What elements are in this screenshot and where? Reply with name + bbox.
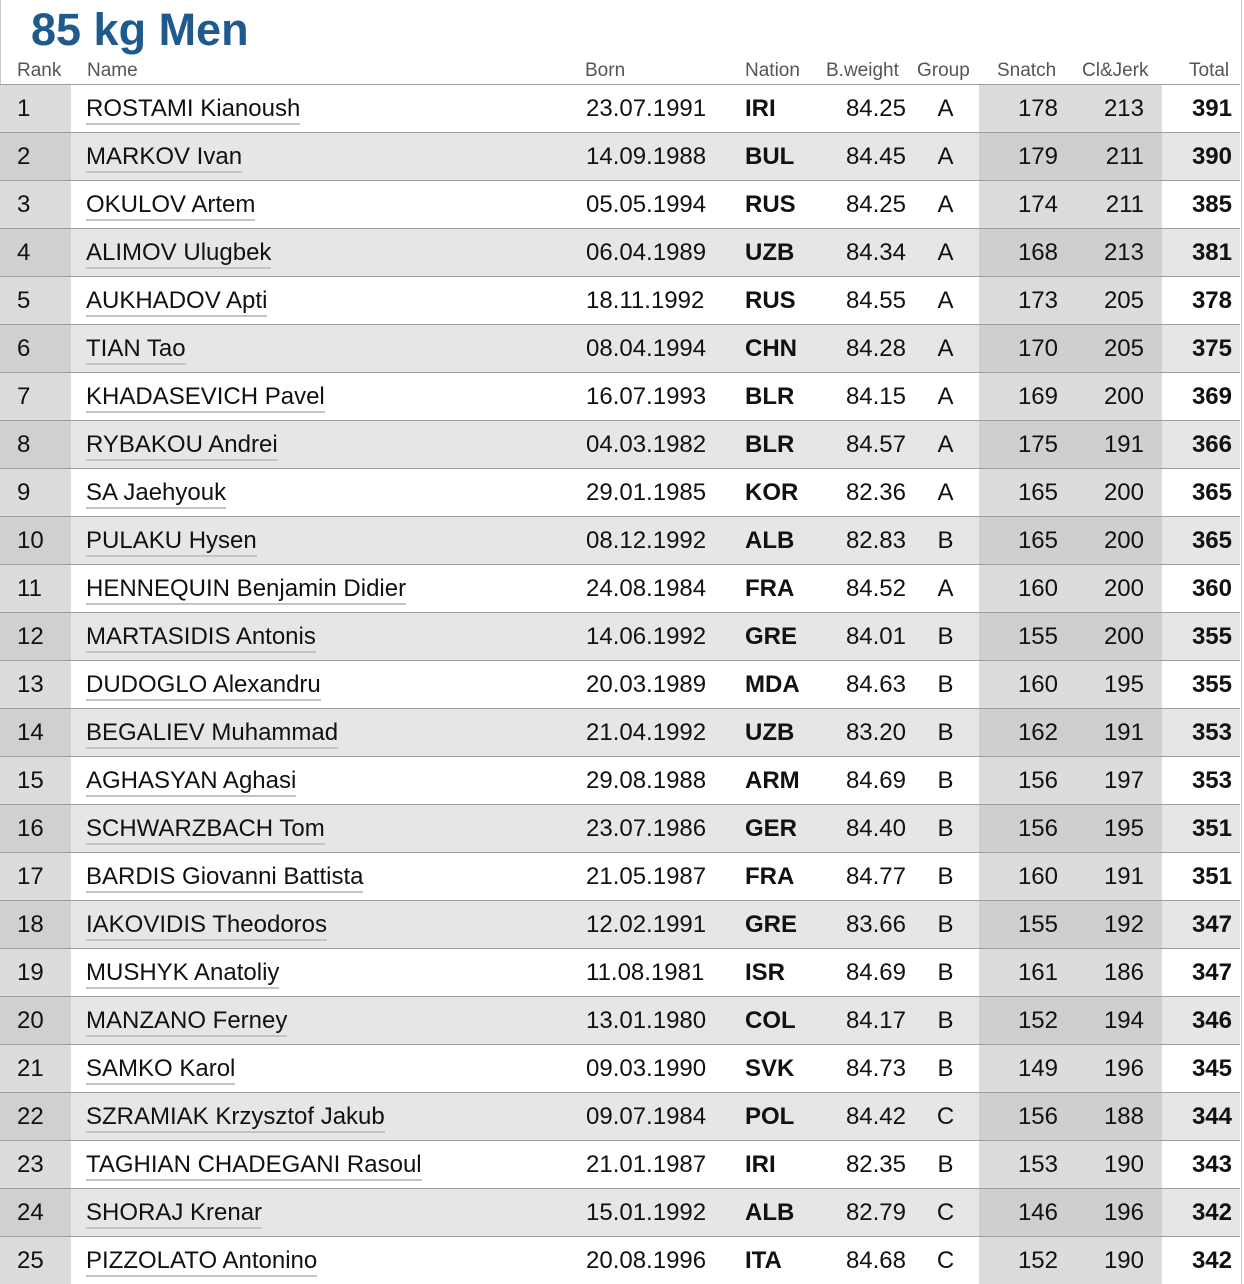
athlete-name (71, 1189, 586, 1237)
body-weight: 84.69 (825, 949, 912, 997)
rank-cell: 18 (0, 901, 71, 949)
total-result: 351 (1162, 853, 1240, 901)
athlete-link[interactable]: OKULOV Artem (86, 191, 255, 221)
table-row (0, 1093, 1240, 1141)
nation-code: BLR (745, 373, 825, 421)
total-result: 381 (1162, 229, 1240, 277)
table-row (0, 181, 1240, 229)
athlete-name (71, 853, 586, 901)
rank-cell: 21 (0, 1045, 71, 1093)
body-weight: 84.40 (825, 805, 912, 853)
born-date: 23.07.1986 (586, 805, 745, 853)
born-date: 21.05.1987 (586, 853, 745, 901)
group-letter: B (912, 997, 979, 1045)
clean-jerk-result: 205 (1068, 277, 1162, 325)
born-date: 21.01.1987 (586, 1141, 745, 1189)
group-letter: B (912, 805, 979, 853)
body-weight: 84.28 (825, 325, 912, 373)
total-result: 391 (1162, 85, 1240, 133)
snatch-result: 152 (979, 997, 1068, 1045)
table-row (0, 997, 1240, 1045)
athlete-name (71, 1141, 586, 1189)
rank-cell: 11 (0, 565, 71, 613)
group-letter: B (912, 1141, 979, 1189)
athlete-name (71, 949, 586, 997)
snatch-result: 161 (979, 949, 1068, 997)
nation-code: ISR (745, 949, 825, 997)
snatch-result: 169 (979, 373, 1068, 421)
body-weight: 84.55 (825, 277, 912, 325)
table-row (0, 757, 1240, 805)
table-row (0, 613, 1240, 661)
body-weight: 82.79 (825, 1189, 912, 1237)
athlete-link[interactable]: SA Jaehyouk (86, 479, 226, 509)
body-weight: 84.34 (825, 229, 912, 277)
athlete-name (71, 469, 586, 517)
nation-code: CHN (745, 325, 825, 373)
body-weight: 84.17 (825, 997, 912, 1045)
rank-cell: 14 (0, 709, 71, 757)
clean-jerk-result: 191 (1068, 421, 1162, 469)
snatch-result: 160 (979, 853, 1068, 901)
born-date: 14.06.1992 (586, 613, 745, 661)
total-result: 344 (1162, 1093, 1240, 1141)
body-weight: 84.77 (825, 853, 912, 901)
body-weight: 84.57 (825, 421, 912, 469)
athlete-link[interactable]: MANZANO Ferney (86, 1007, 287, 1037)
clean-jerk-result: 200 (1068, 517, 1162, 565)
athlete-link[interactable]: PULAKU Hysen (86, 527, 257, 557)
nation-code: GRE (745, 901, 825, 949)
body-weight: 84.63 (825, 661, 912, 709)
group-letter: A (912, 181, 979, 229)
snatch-result: 156 (979, 1093, 1068, 1141)
athlete-name (71, 757, 586, 805)
clean-jerk-result: 200 (1068, 373, 1162, 421)
born-date: 14.09.1988 (586, 133, 745, 181)
rank-cell: 7 (0, 373, 71, 421)
table-row (0, 469, 1240, 517)
nation-code: POL (745, 1093, 825, 1141)
born-date: 18.11.1992 (586, 277, 745, 325)
born-date: 15.01.1992 (586, 1189, 745, 1237)
total-result: 351 (1162, 805, 1240, 853)
group-letter: B (912, 613, 979, 661)
athlete-link[interactable]: SAMKO Karol (86, 1055, 235, 1085)
snatch-result: 175 (979, 421, 1068, 469)
group-letter: B (912, 853, 979, 901)
nation-code: BUL (745, 133, 825, 181)
table-row (0, 709, 1240, 757)
table-row (0, 901, 1240, 949)
total-result: 353 (1162, 709, 1240, 757)
rank-cell: 22 (0, 1093, 71, 1141)
clean-jerk-result: 200 (1068, 469, 1162, 517)
clean-jerk-result: 188 (1068, 1093, 1162, 1141)
snatch-result: 160 (979, 661, 1068, 709)
clean-jerk-result: 191 (1068, 853, 1162, 901)
snatch-result: 149 (979, 1045, 1068, 1093)
nation-code: FRA (745, 853, 825, 901)
nation-code: UZB (745, 709, 825, 757)
body-weight: 84.25 (825, 85, 912, 133)
born-date: 29.08.1988 (586, 757, 745, 805)
table-row (0, 229, 1240, 277)
group-letter: C (912, 1093, 979, 1141)
athlete-name (71, 373, 586, 421)
rank-cell: 17 (0, 853, 71, 901)
group-letter: B (912, 517, 979, 565)
clean-jerk-result: 190 (1068, 1141, 1162, 1189)
table-header (0, 58, 1242, 84)
athlete-name (71, 325, 586, 373)
rank-cell: 5 (0, 277, 71, 325)
total-result: 353 (1162, 757, 1240, 805)
table-row (0, 133, 1240, 181)
snatch-result: 165 (979, 469, 1068, 517)
born-date: 04.03.1982 (586, 421, 745, 469)
athlete-name (71, 901, 586, 949)
athlete-name (71, 181, 586, 229)
group-letter: B (912, 1045, 979, 1093)
born-date: 21.04.1992 (586, 709, 745, 757)
header-total[interactable]: Total (1189, 60, 1230, 81)
snatch-result: 152 (979, 1237, 1068, 1284)
total-result: 375 (1162, 325, 1240, 373)
table-row (0, 661, 1240, 709)
table-row (0, 1189, 1240, 1237)
total-result: 366 (1162, 421, 1240, 469)
body-weight: 84.68 (825, 1237, 912, 1284)
group-letter: A (912, 229, 979, 277)
clean-jerk-result: 194 (1068, 997, 1162, 1045)
nation-code: IRI (745, 1141, 825, 1189)
total-result: 345 (1162, 1045, 1240, 1093)
athlete-link[interactable]: DUDOGLO Alexandru (86, 671, 321, 701)
nation-code: RUS (745, 277, 825, 325)
athlete-link[interactable]: KHADASEVICH Pavel (86, 383, 325, 413)
athlete-name (71, 1045, 586, 1093)
header-nation[interactable]: Nation (745, 60, 800, 81)
born-date: 09.03.1990 (586, 1045, 745, 1093)
nation-code: IRI (745, 85, 825, 133)
rank-cell: 9 (0, 469, 71, 517)
born-date: 08.12.1992 (586, 517, 745, 565)
rank-cell: 25 (0, 1237, 71, 1284)
athlete-link[interactable]: SCHWARZBACH Tom (86, 815, 325, 845)
athlete-link[interactable]: SHORAJ Krenar (86, 1199, 262, 1229)
body-weight: 82.83 (825, 517, 912, 565)
nation-code: RUS (745, 181, 825, 229)
clean-jerk-result: 192 (1068, 901, 1162, 949)
clean-jerk-result: 186 (1068, 949, 1162, 997)
clean-jerk-result: 195 (1068, 805, 1162, 853)
body-weight: 84.52 (825, 565, 912, 613)
athlete-name (71, 661, 586, 709)
header-born[interactable]: Born (585, 60, 626, 81)
table-row (0, 1141, 1240, 1189)
header-bweight[interactable]: B.weight (826, 60, 899, 81)
nation-code: FRA (745, 565, 825, 613)
group-letter: B (912, 757, 979, 805)
athlete-name (71, 1237, 586, 1284)
snatch-result: 156 (979, 757, 1068, 805)
athlete-link[interactable]: AGHASYAN Aghasi (86, 767, 296, 797)
rank-cell: 20 (0, 997, 71, 1045)
athlete-link[interactable]: TIAN Tao (86, 335, 186, 365)
athlete-name (71, 421, 586, 469)
header-snatch[interactable]: Snatch (997, 60, 1057, 81)
clean-jerk-result: 211 (1068, 133, 1162, 181)
rank-cell: 15 (0, 757, 71, 805)
athlete-link[interactable]: RYBAKOU Andrei (86, 431, 278, 461)
born-date: 23.07.1991 (586, 85, 745, 133)
snatch-result: 174 (979, 181, 1068, 229)
born-date: 13.01.1980 (586, 997, 745, 1045)
group-letter: A (912, 469, 979, 517)
clean-jerk-result: 200 (1068, 613, 1162, 661)
clean-jerk-result: 213 (1068, 229, 1162, 277)
body-weight: 82.35 (825, 1141, 912, 1189)
nation-code: SVK (745, 1045, 825, 1093)
rank-cell: 23 (0, 1141, 71, 1189)
snatch-result: 179 (979, 133, 1068, 181)
clean-jerk-result: 200 (1068, 565, 1162, 613)
snatch-result: 165 (979, 517, 1068, 565)
snatch-result: 178 (979, 85, 1068, 133)
snatch-result: 146 (979, 1189, 1068, 1237)
born-date: 29.01.1985 (586, 469, 745, 517)
rank-cell: 12 (0, 613, 71, 661)
total-result: 365 (1162, 469, 1240, 517)
body-weight: 84.45 (825, 133, 912, 181)
snatch-result: 156 (979, 805, 1068, 853)
body-weight: 84.15 (825, 373, 912, 421)
nation-code: ALB (745, 517, 825, 565)
rank-cell: 16 (0, 805, 71, 853)
athlete-name (71, 709, 586, 757)
rank-cell: 2 (0, 133, 71, 181)
athlete-name (71, 133, 586, 181)
table-row (0, 373, 1240, 421)
group-letter: C (912, 1189, 979, 1237)
group-letter: A (912, 325, 979, 373)
clean-jerk-result: 196 (1068, 1189, 1162, 1237)
body-weight: 84.25 (825, 181, 912, 229)
nation-code: KOR (745, 469, 825, 517)
total-result: 347 (1162, 901, 1240, 949)
page-title: 85 kg Men (31, 4, 249, 55)
nation-code: COL (745, 997, 825, 1045)
athlete-link[interactable]: TAGHIAN CHADEGANI Rasoul (86, 1151, 422, 1181)
born-date: 05.05.1994 (586, 181, 745, 229)
rank-cell: 6 (0, 325, 71, 373)
born-date: 16.07.1993 (586, 373, 745, 421)
body-weight: 84.01 (825, 613, 912, 661)
born-date: 06.04.1989 (586, 229, 745, 277)
clean-jerk-result: 211 (1068, 181, 1162, 229)
athlete-link[interactable]: HENNEQUIN Benjamin Didier (86, 575, 406, 605)
athlete-link[interactable]: IAKOVIDIS Theodoros (86, 911, 327, 941)
total-result: 343 (1162, 1141, 1240, 1189)
born-date: 12.02.1991 (586, 901, 745, 949)
born-date: 08.04.1994 (586, 325, 745, 373)
nation-code: UZB (745, 229, 825, 277)
total-result: 369 (1162, 373, 1240, 421)
born-date: 11.08.1981 (586, 949, 745, 997)
athlete-link[interactable]: ROSTAMI Kianoush (86, 95, 300, 125)
table-row (0, 853, 1240, 901)
body-weight: 84.42 (825, 1093, 912, 1141)
group-letter: B (912, 661, 979, 709)
total-result: 378 (1162, 277, 1240, 325)
header-name[interactable]: Name (87, 60, 138, 81)
athlete-link[interactable]: AUKHADOV Apti (86, 287, 267, 317)
rank-cell: 10 (0, 517, 71, 565)
group-letter: C (912, 1237, 979, 1284)
athlete-name (71, 229, 586, 277)
athlete-link[interactable]: MUSHYK Anatoliy (86, 959, 279, 989)
body-weight: 84.69 (825, 757, 912, 805)
group-letter: A (912, 421, 979, 469)
snatch-result: 173 (979, 277, 1068, 325)
clean-jerk-result: 205 (1068, 325, 1162, 373)
body-weight: 83.66 (825, 901, 912, 949)
body-weight: 84.73 (825, 1045, 912, 1093)
athlete-link[interactable]: BARDIS Giovanni Battista (86, 863, 363, 893)
group-letter: A (912, 373, 979, 421)
table-row (0, 565, 1240, 613)
header-group[interactable]: Group (917, 60, 970, 81)
body-weight: 83.20 (825, 709, 912, 757)
group-letter: A (912, 85, 979, 133)
rank-cell: 24 (0, 1189, 71, 1237)
total-result: 346 (1162, 997, 1240, 1045)
nation-code: GRE (745, 613, 825, 661)
table-row (0, 805, 1240, 853)
athlete-link[interactable]: BEGALIEV Muhammad (86, 719, 338, 749)
table-row (0, 1237, 1240, 1284)
rank-cell: 1 (0, 85, 71, 133)
header-rank[interactable]: Rank (17, 60, 62, 81)
group-letter: B (912, 709, 979, 757)
total-result: 385 (1162, 181, 1240, 229)
table-row (0, 1045, 1240, 1093)
nation-code: MDA (745, 661, 825, 709)
born-date: 20.03.1989 (586, 661, 745, 709)
total-result: 365 (1162, 517, 1240, 565)
snatch-result: 155 (979, 613, 1068, 661)
group-letter: B (912, 901, 979, 949)
group-letter: B (912, 949, 979, 997)
rank-cell: 19 (0, 949, 71, 997)
total-result: 360 (1162, 565, 1240, 613)
athlete-link[interactable]: ALIMOV Ulugbek (86, 239, 271, 269)
nation-code: BLR (745, 421, 825, 469)
clean-jerk-result: 190 (1068, 1237, 1162, 1284)
total-result: 390 (1162, 133, 1240, 181)
athlete-name (71, 565, 586, 613)
clean-jerk-result: 213 (1068, 85, 1162, 133)
snatch-result: 162 (979, 709, 1068, 757)
athlete-name (71, 1093, 586, 1141)
header-cljerk[interactable]: Cl&Jerk (1082, 60, 1149, 81)
born-date: 20.08.1996 (586, 1237, 745, 1284)
nation-code: ALB (745, 1189, 825, 1237)
total-result: 355 (1162, 613, 1240, 661)
body-weight: 82.36 (825, 469, 912, 517)
rank-cell: 3 (0, 181, 71, 229)
total-result: 347 (1162, 949, 1240, 997)
clean-jerk-result: 191 (1068, 709, 1162, 757)
results-table (0, 84, 1240, 1284)
snatch-result: 170 (979, 325, 1068, 373)
athlete-name (71, 805, 586, 853)
snatch-result: 155 (979, 901, 1068, 949)
results-table-body (0, 85, 1240, 1284)
athlete-name (71, 517, 586, 565)
group-letter: A (912, 565, 979, 613)
snatch-result: 160 (979, 565, 1068, 613)
athlete-link[interactable]: MARKOV Ivan (86, 143, 242, 173)
snatch-result: 153 (979, 1141, 1068, 1189)
athlete-name (71, 997, 586, 1045)
table-row (0, 949, 1240, 997)
born-date: 09.07.1984 (586, 1093, 745, 1141)
born-date: 24.08.1984 (586, 565, 745, 613)
rank-cell: 4 (0, 229, 71, 277)
clean-jerk-result: 195 (1068, 661, 1162, 709)
athlete-link[interactable]: MARTASIDIS Antonis (86, 623, 316, 653)
athlete-link[interactable]: PIZZOLATO Antonino (86, 1247, 317, 1277)
group-letter: A (912, 277, 979, 325)
snatch-result: 168 (979, 229, 1068, 277)
nation-code: GER (745, 805, 825, 853)
group-letter: A (912, 133, 979, 181)
athlete-name (71, 277, 586, 325)
athlete-link[interactable]: SZRAMIAK Krzysztof Jakub (86, 1103, 385, 1133)
table-row (0, 325, 1240, 373)
athlete-name (71, 613, 586, 661)
clean-jerk-result: 197 (1068, 757, 1162, 805)
nation-code: ARM (745, 757, 825, 805)
total-result: 342 (1162, 1189, 1240, 1237)
rank-cell: 13 (0, 661, 71, 709)
total-result: 355 (1162, 661, 1240, 709)
nation-code: ITA (745, 1237, 825, 1284)
athlete-name (71, 85, 586, 133)
clean-jerk-result: 196 (1068, 1045, 1162, 1093)
table-row (0, 277, 1240, 325)
table-row (0, 85, 1240, 133)
total-result: 342 (1162, 1237, 1240, 1284)
table-row (0, 421, 1240, 469)
table-row (0, 517, 1240, 565)
rank-cell: 8 (0, 421, 71, 469)
